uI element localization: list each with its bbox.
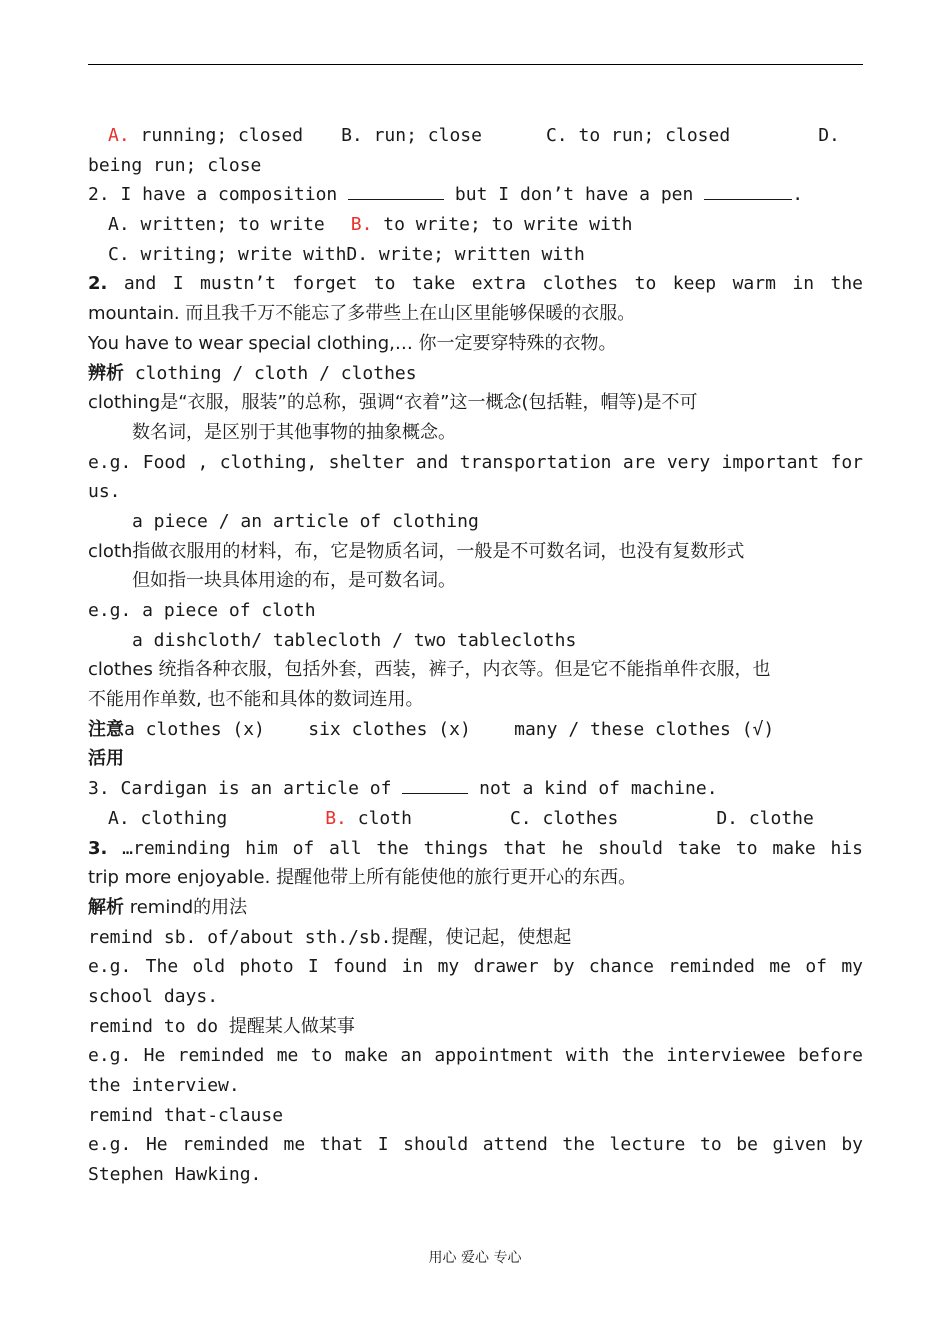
header-rule (88, 64, 863, 65)
q1-answer-a-letter: A. (108, 125, 130, 146)
sec2-line1: and I mustn’t forget to take extra clothes to keep warm in the (107, 273, 863, 295)
usage-3: remind that-clause (88, 1104, 284, 1126)
usage-2: remind to do 提醒某人做某事 (88, 1015, 355, 1037)
q1-option-d-letter: D. (818, 125, 840, 146)
q2-stem-part2: but I don’t have a pen (444, 184, 705, 206)
q2-stem-part1: 2. I have a composition (88, 184, 349, 206)
q3-stem (88, 774, 863, 804)
q1-option-b: B. run; close (341, 125, 482, 146)
usage-1-eg-b: school days. (88, 985, 219, 1007)
jiexi-label: 解析 (88, 896, 124, 918)
sec3-line1: …reminding him of all the things that he should take to make his (107, 837, 863, 859)
usage-2-eg-b: the interview. (88, 1075, 240, 1096)
q1-option-a: running; closed (129, 125, 304, 146)
q3-stem-part2: not a kind of machine. (468, 778, 718, 800)
q2-stem (88, 180, 863, 210)
q1-option-d: being run; close (88, 154, 262, 176)
eg1-line-b: us. (88, 481, 121, 503)
eg2-line-a: e.g. a piece of cloth (88, 600, 316, 621)
q2-answer-b-letter: B. (350, 214, 373, 236)
clothes-def-2: 不能用作单数, 也不能和具体的数词连用。 (88, 689, 424, 711)
sec3-line2: trip more enjoyable. 提醒他带上所有能使他的旅行更开心的东西。 (88, 867, 637, 889)
q2-option-c: C. writing; write with (108, 243, 347, 265)
clothing-def-1: clothing是“衣服，服装”的总称，强调“衣着”这一概念(包括鞋，帽等)是不可 (88, 392, 698, 414)
sec2-line2: mountain. 而且我千万不能忘了多带些上在山区里能够保暖的衣服。 (88, 303, 636, 325)
q2-options-ab (88, 210, 863, 240)
usage-1-eg-a: e.g. The old photo I found in my drawer by chance reminded me of my (88, 956, 863, 978)
q1-option-c: C. to run; closed (545, 125, 731, 146)
sec3-number: 3. (88, 837, 108, 859)
q1-options (88, 121, 863, 151)
sec2-number: 2. (88, 273, 108, 295)
q3-option-c: C. clothes (509, 807, 619, 829)
q2-stem-part3: . (792, 184, 804, 206)
zhuyi-line (88, 715, 863, 745)
clothes-def-1: clothes 统指各种衣服，包括外套，西装，裤子，内衣等。但是它不能指单件衣服，也 (88, 659, 771, 681)
jiexi-text: remind的用法 (124, 896, 248, 918)
eg1-line-c: a piece / an article of clothing (132, 510, 479, 532)
q2-blank-1 (348, 181, 444, 200)
zhuyi-label: 注意 (88, 718, 124, 740)
q2-option-a: A. written; to write (108, 214, 325, 236)
sec2-sentence (88, 269, 863, 299)
page-footer: 用心 爱心 专心 (428, 1250, 522, 1266)
q2-option-d: D. write; written with (346, 243, 585, 265)
q2-option-b: to write; to write with (372, 214, 633, 236)
bianxi-label: 辨析 (88, 362, 124, 384)
sec3-jiexi (88, 893, 863, 923)
usage-1: remind sb. of/about sth./sb.提醒，使记起，使想起 (88, 926, 572, 948)
q3-option-b: cloth (346, 807, 412, 829)
sec2-bianxi (88, 359, 863, 389)
cloth-def-1: cloth指做衣服用的材料，布，它是物质名词，一般是不可数名词，也没有复数形式 (88, 540, 745, 562)
q3-option-d: D. clothe (716, 807, 814, 829)
bianxi-text: clothing / cloth / clothes (124, 362, 417, 384)
usage-3-eg-b: Stephen Hawking. (88, 1164, 262, 1186)
sec3-sentence (88, 834, 863, 864)
cloth-def-2: 但如指一块具体用途的布，是可数名词。 (132, 570, 456, 592)
zhuyi-text: a clothes (x) six clothes (x) many / these clothes (√) (124, 718, 775, 740)
eg2-line-b: a dishcloth/ tablecloth / two tablecloths (132, 629, 577, 651)
sec2-line3: You have to wear special clothing,… 你一定要穿特殊的衣物。 (88, 332, 617, 354)
eg1-line-a: e.g. Food , clothing, shelter and transportation are very important for (88, 451, 863, 473)
q2-options-cd (88, 240, 863, 270)
q3-blank (402, 775, 468, 794)
q3-stem-part1: 3. Cardigan is an article of (88, 778, 403, 800)
q3-options (88, 804, 863, 834)
document-body (88, 121, 863, 1190)
clothing-def-2: 数名词，是区别于其他事物的抽象概念。 (132, 421, 456, 443)
q3-option-a: A. clothing (108, 807, 228, 829)
usage-3-eg-a: e.g. He reminded me that I should attend the lecture to be given by (88, 1134, 863, 1156)
q3-answer-b-letter: B. (325, 807, 347, 829)
huoyong-label: 活用 (88, 748, 124, 770)
q2-blank-2 (704, 181, 792, 200)
usage-2-eg-a: e.g. He reminded me to make an appointment with the interviewee before (88, 1045, 863, 1067)
